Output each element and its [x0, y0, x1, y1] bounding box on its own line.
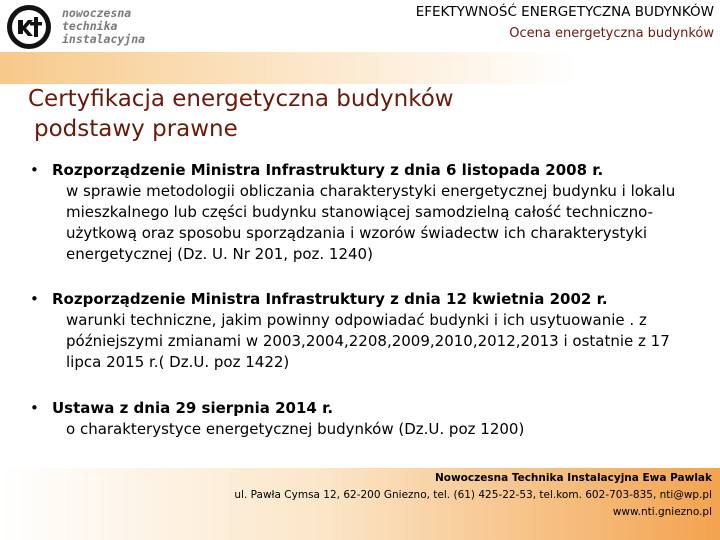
- logo-line-3: instalacyjna: [62, 32, 146, 46]
- page-title-line-2: podstawy prawne: [34, 116, 238, 142]
- footer-website: www.nti.gniezno.pl: [612, 506, 712, 518]
- company-logo-icon: [6, 4, 52, 50]
- bullet-heading: Rozporządzenie Ministra Infrastruktury z dnia 6 listopada 2008 r.: [52, 161, 604, 179]
- bullet-list: [30, 160, 700, 440]
- bullet-body: o charakterystyce energetycznej budynków (Dz.U. poz 1200): [66, 420, 525, 438]
- logo-text: [62, 7, 145, 46]
- bullet-body: warunki techniczne, jakim powinny odpowiadać budynki i ich usytuowanie . z późniejszymi zmianami w 2003,2004,2208,2009,2010,2012,2013 i ostatnie z 17 lipca 2015 r.( Dz.U. poz 1422): [66, 311, 670, 371]
- header-band: [0, 52, 720, 84]
- bullet-heading: Ustawa z dnia 29 sierpnia 2014 r.: [52, 399, 334, 417]
- page-title: [28, 84, 454, 144]
- logo-line-1: nowoczesna: [62, 6, 132, 20]
- bullet-item: [30, 160, 700, 265]
- bullet-dot: •: [30, 399, 39, 417]
- bullet-body: w sprawie metodologii obliczania charakterystyki energetycznej budynku i lokalu mieszkalnego lub części budynku stanowiącej samodzielną całość techniczno-użytkową oraz sposobu sporządzania i wzorów świadectw ich charakterystyki energetycznej (Dz. U. Nr 201, poz. 1240): [66, 182, 676, 263]
- header-title: EFEKTYWNOŚĆ ENERGETYCZNA BUDYNKÓW: [415, 4, 714, 20]
- bullet-heading: Rozporządzenie Ministra Infrastruktury z dnia 12 kwietnia 2002 r.: [52, 290, 608, 308]
- footer: [234, 470, 712, 521]
- page-title-line-1: Certyfikacja energetyczna budynków: [28, 86, 454, 112]
- logo-line-2: technika: [62, 19, 118, 33]
- bullet-item: [30, 398, 700, 440]
- bullet-dot: •: [30, 290, 39, 308]
- bullet-dot: •: [30, 161, 39, 179]
- footer-company: Nowoczesna Technika Instalacyjna Ewa Pawlak: [434, 472, 712, 484]
- bullet-item: [30, 289, 700, 373]
- footer-address: ul. Pawła Cymsa 12, 62-200 Gniezno, tel. (61) 425-22-53, tel.kom. 602-703-835, nti@wp.pl: [234, 489, 712, 501]
- header-subtitle: Ocena energetyczna budynków: [509, 26, 714, 41]
- company-logo: [6, 4, 156, 50]
